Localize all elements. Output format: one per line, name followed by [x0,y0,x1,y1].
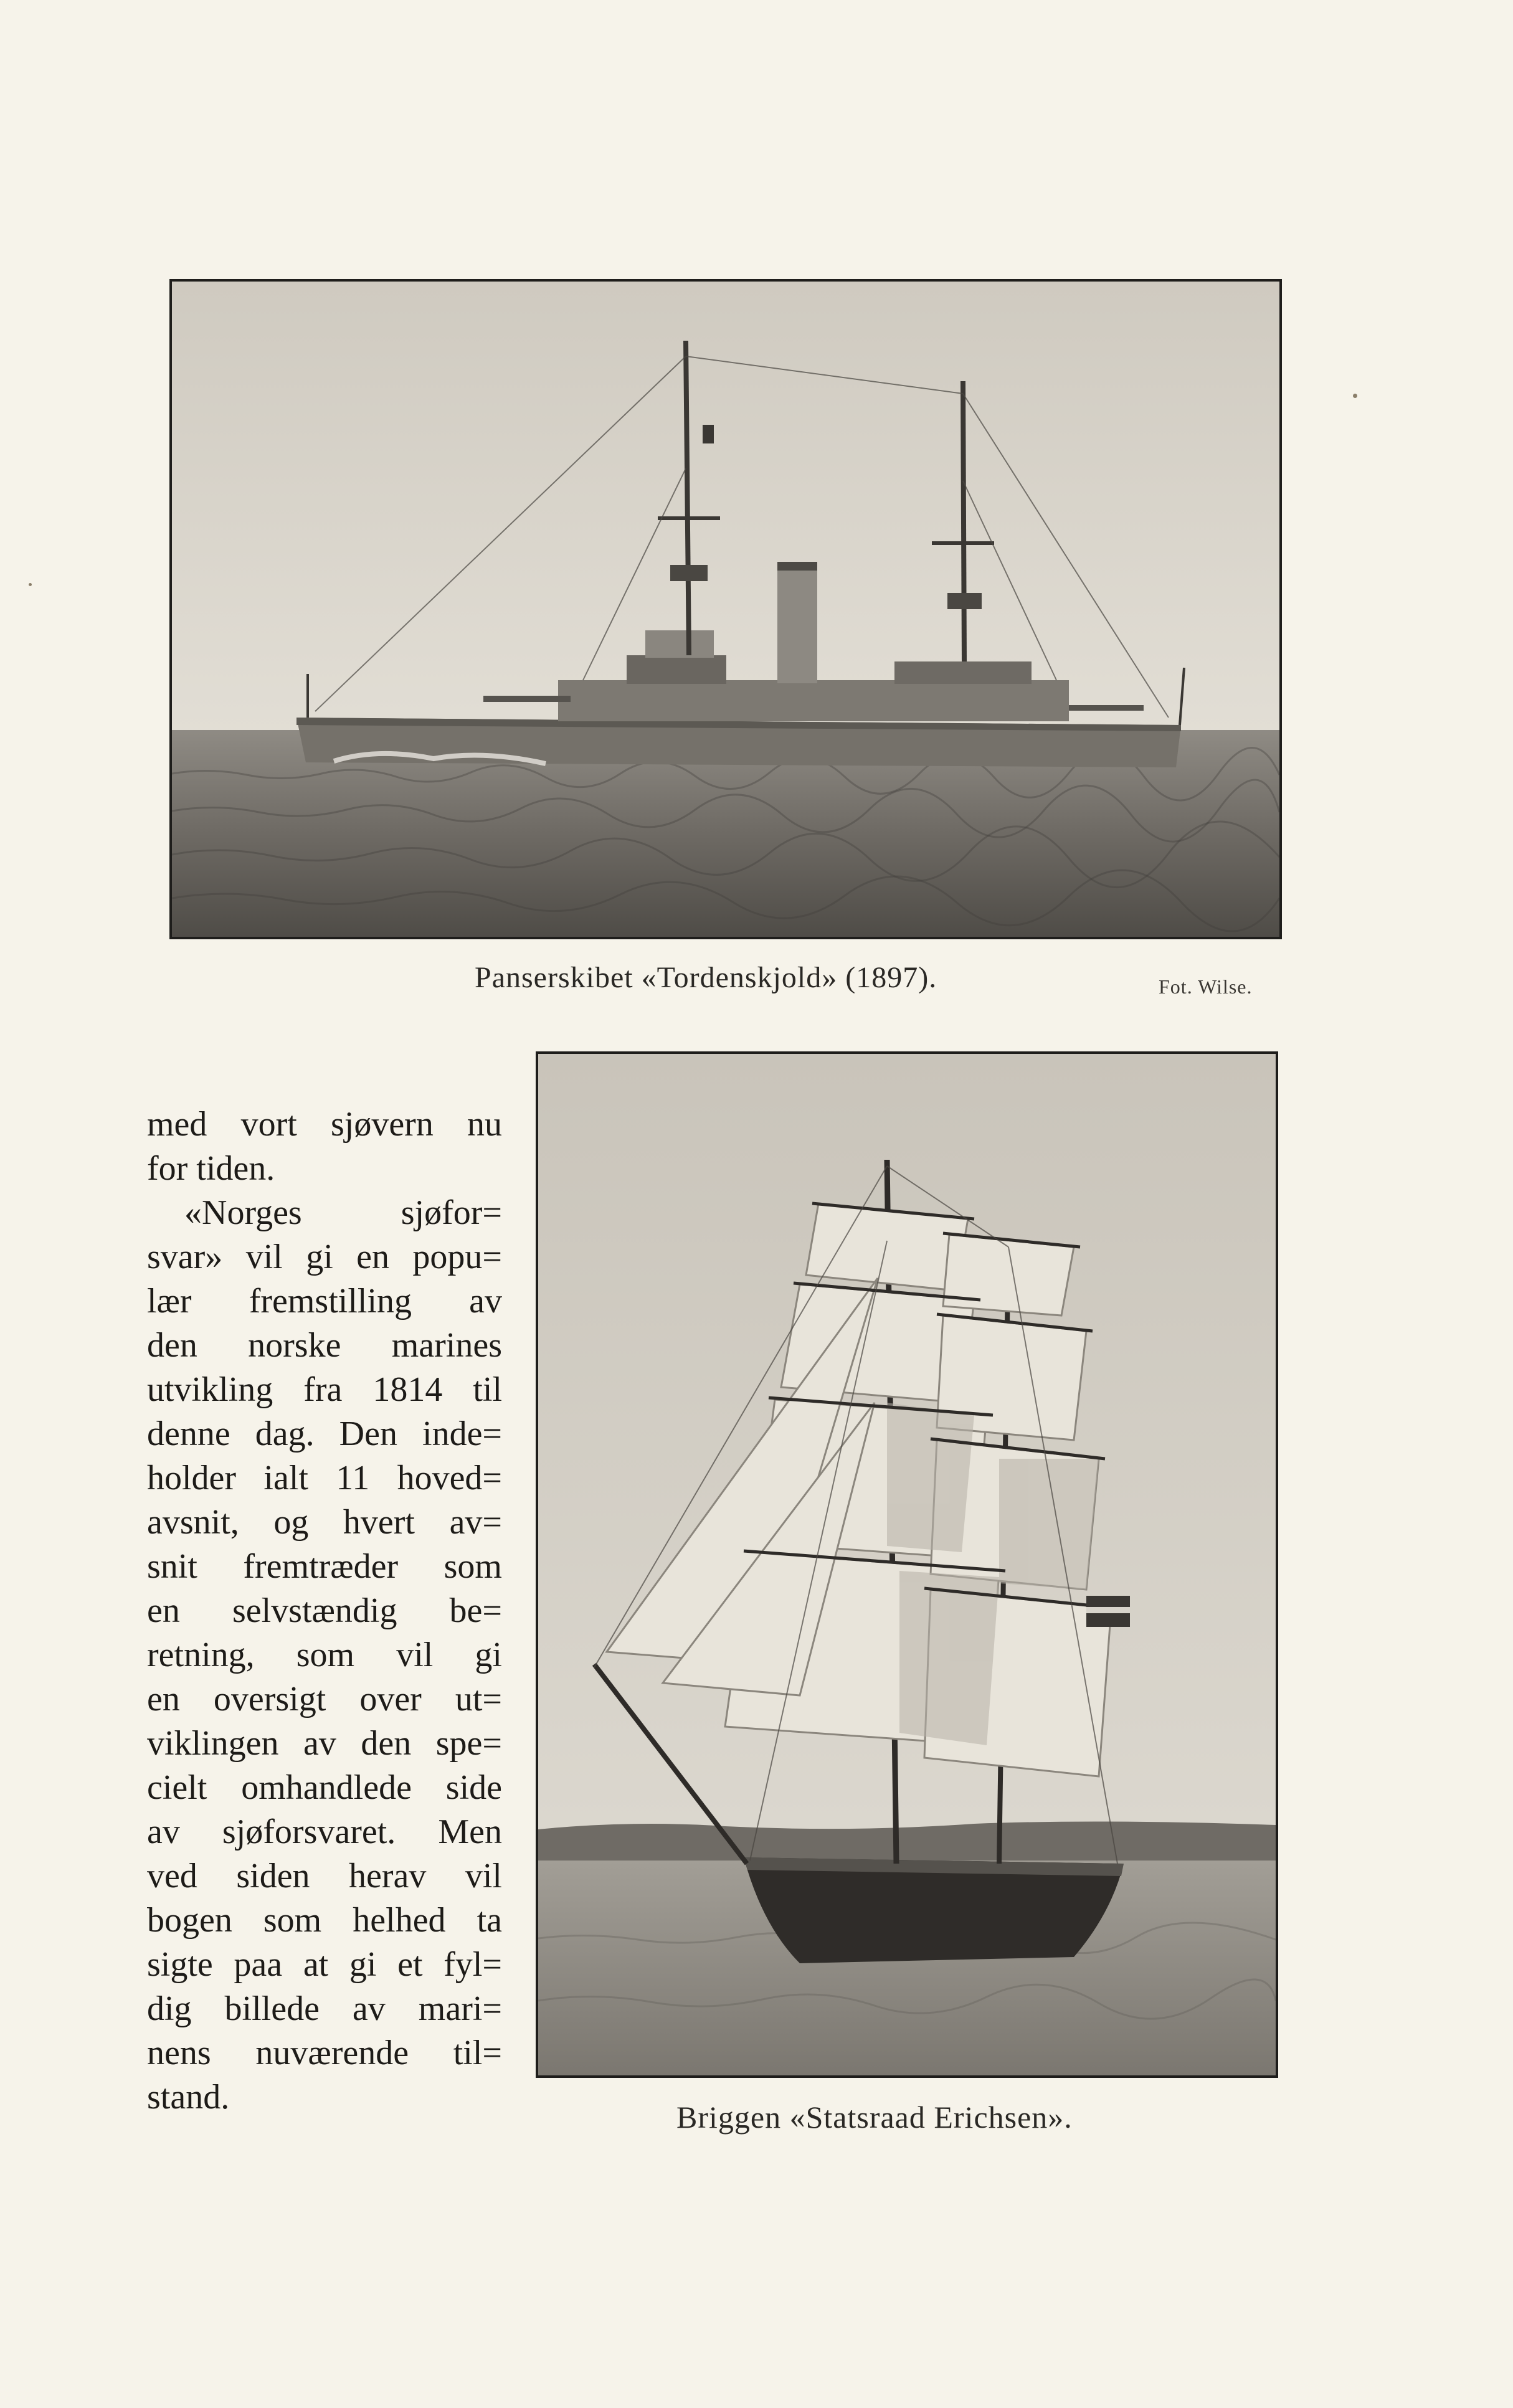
body-line: viklingen av den spe= [147,1724,502,1763]
paper-speck [1353,394,1357,398]
body-line: svar» vil gi en popu= [147,1238,502,1276]
paper-speck [29,583,32,586]
battleship-illustration [172,282,1279,937]
battleship-photo [169,279,1282,939]
body-line: cielt omhandlede side [147,1768,502,1807]
body-line: av sjøforsvaret. Men [147,1813,502,1851]
body-line: retning, som vil gi [147,1636,502,1674]
brig-illustration [538,1054,1276,2075]
battleship-caption: Panserskibet «Tordenskjold» (1897). [475,961,937,994]
body-line: den norske marines [147,1326,502,1365]
body-line: sigte paa at gi et fyl= [147,1945,502,1984]
body-line: dig billede av mari= [147,1989,502,2028]
photo-credit: Fot. Wilse. [1159,975,1253,998]
body-line: en selvstændig be= [147,1591,502,1630]
body-line: holder ialt 11 hoved= [147,1459,502,1497]
body-line: utvikling fra 1814 til [147,1370,502,1409]
body-line: «Norges sjøfor= [184,1193,502,1232]
body-line: lær fremstilling av [147,1282,502,1320]
brig-photo [536,1051,1278,2078]
body-line: avsnit, og hvert av= [147,1503,502,1542]
body-line: ved siden herav vil [147,1857,502,1895]
body-line: denne dag. Den inde= [147,1415,502,1453]
body-line: snit fremtræder som [147,1547,502,1586]
body-line: stand. [147,2078,230,2116]
body-text [147,1102,502,2120]
brig-caption: Briggen «Statsraad Erichsen». [676,2100,1073,2135]
body-line: nens nuværende til= [147,2034,502,2072]
body-line: bogen som helhed ta [147,1901,502,1940]
body-line: med vort sjøvern nu [147,1105,502,1144]
body-line: en oversigt over ut= [147,1680,502,1718]
body-line: for tiden. [147,1149,275,1188]
